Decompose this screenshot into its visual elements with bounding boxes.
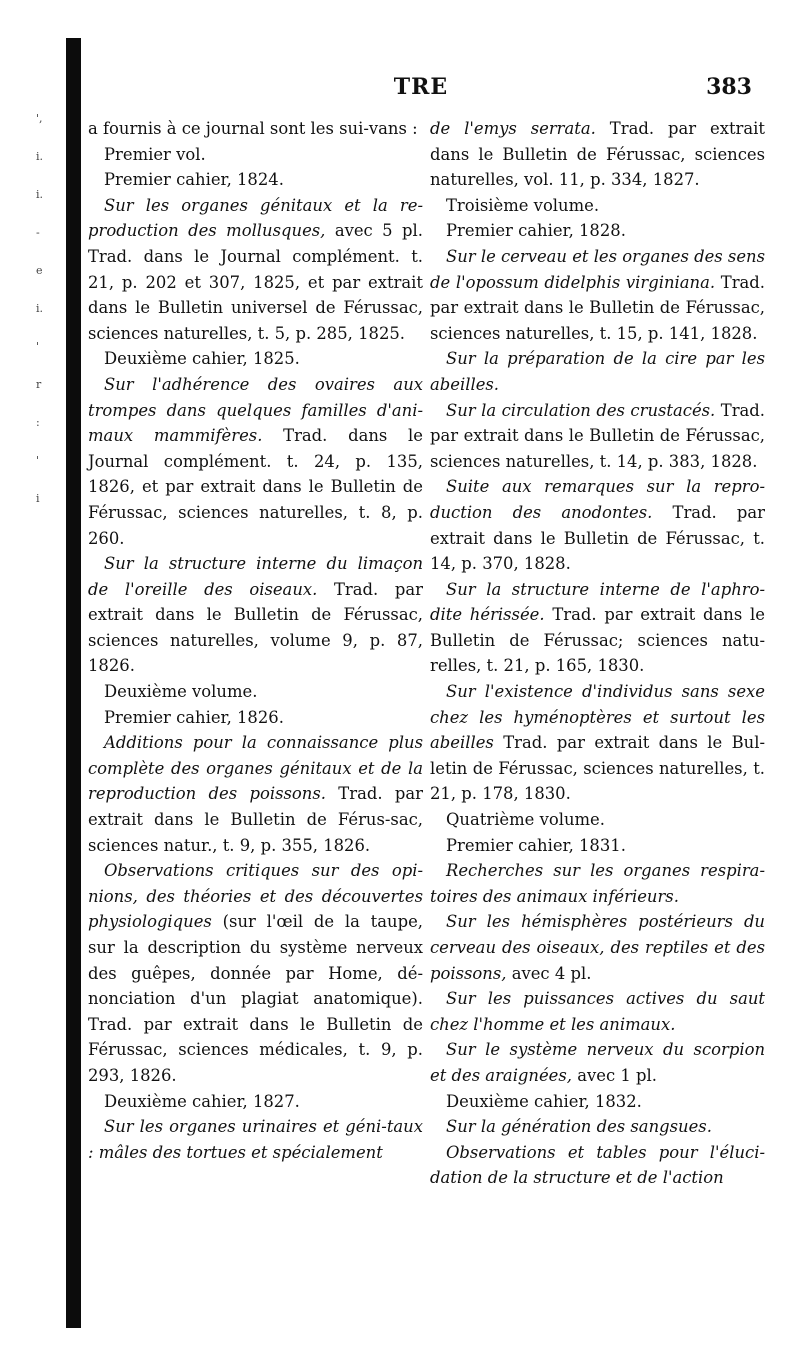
entry-title: Observations critiques sur des opi-nions, des théories et des découvertes physiologiques [88,861,423,932]
section-heading: Deuxième cahier, 1832. [446,1091,642,1111]
entry-details: Trad. par extrait dans le Bulletin de Férussac, sciences naturelles, t. 14, p. 383, 1828. [430,400,766,471]
margin-bleed [0,100,48,520]
margin-mark: : [36,416,40,429]
entry-title: Sur le cerveau et les organes des sens de l'opossum didelphis virginiana. [430,246,765,292]
entry-title: Sur les puissances actives du saut chez l'homme et les animaux. [430,989,765,1034]
bibliography-entry [88,551,423,679]
bibliography-entry [430,679,765,807]
section-heading: Premier vol. [104,144,206,164]
entry-title: Sur le système nerveux du scorpion et des araignées, [430,1040,765,1085]
bibliography-entry [430,909,765,986]
running-head: TRE [393,74,449,100]
section-heading: Deuxième cahier, 1827. [104,1091,300,1111]
bibliography-entry [430,244,765,346]
entry-details: Trad. par extrait dans le Bulletin de Férussac, sciences naturelles, volume 9, p. 87, 1826. [88,579,423,676]
section-heading: Deuxième volume. [104,682,258,702]
right-column [430,116,765,1191]
bibliography-entry [88,730,423,858]
entry-title: Sur l'existence d'individus sans sexe chez les hyménoptères et surtout les abeilles [430,682,765,753]
margin-mark: ' [36,454,40,467]
section-heading: Premier cahier, 1826. [104,707,284,727]
entry-details: (sur l'œil de la taupe, sur la description du système nerveux des guêpes, donnée par Home, dé-nonciation d'un plagiat anatomique). Trad. par extrait dans le Bulletin de Férussac, sciences médicales, t. 9, p. 293, 1826. [88,912,423,1085]
page-number: 383 [706,74,752,100]
entry-title: Observations et tables pour l'éluci-dation de la structure et de l'action [430,1142,765,1188]
entry-details: Trad. par extrait dans le Bulletin de Férus-sac, sciences natur., t. 9, p. 355, 1826. [88,784,423,855]
bibliography-entry [430,398,765,475]
bibliography-entry [88,372,423,551]
entry-details: Trad. par extrait dans le Bul-letin de Férussac, sciences naturelles, t. 21, p. 178, 1830. [430,733,765,804]
entry-details: Trad. dans le Journal complément. t. 24, p. 135, 1826, et par extrait dans le Bulletin de Férussac, sciences naturelles, t. 8, p. 260. [88,426,423,548]
entry-title: Sur l'adhérence des ovaires aux trompes dans quelques familles d'ani-maux mammifères. [88,374,423,446]
bibliography-entry [430,1037,765,1088]
bibliography-entry [430,577,765,679]
entry-title: Sur la structure interne de l'aphro-dite hérissée. [430,579,765,625]
entry-title: Recherches sur les organes respira-toires des animaux inférieurs. [430,861,765,906]
margin-mark: i. [36,150,44,163]
section-heading: Premier cahier, 1824. [104,170,284,190]
entry-title: Additions pour la connaissance plus complète des organes génitaux et de la reproduction des poissons. [88,733,423,804]
entry-title: Sur la structure interne du limaçon de l'oreille des oiseaux. [88,554,423,599]
bibliography-entry [88,193,423,347]
left-column [88,116,423,1165]
bibliography-entry [430,116,765,193]
margin-mark: i. [36,188,44,201]
bibliography-entry [88,858,423,1088]
entry-details: avec 1 pl. [572,1065,657,1085]
bibliography-entry [88,1114,423,1165]
section-heading: Deuxième cahier, 1825. [104,349,300,369]
section-heading: Troisième volume. [446,195,600,215]
book-spine-shadow [66,38,81,1328]
entry-details: Trad. par extrait dans le Bulletin de Férussac, t. 14, p. 370, 1828. [430,502,766,574]
margin-mark: r [36,378,42,391]
continued-text: a fournis à ce journal sont les sui-vans : [88,119,418,138]
margin-mark: ', [36,112,43,125]
margin-mark: - [36,226,40,239]
bibliography-entry [430,346,765,397]
bibliography-entry [430,858,765,909]
entry-title: Sur les organes génitaux et la re-production des mollusques, [88,195,423,241]
entry-title: Sur la génération des sangsues. [446,1117,712,1137]
bibliography-entry [430,986,765,1037]
entry-title: Sur les organes urinaires et géni-taux : mâles des tortues et spécialement [88,1117,423,1162]
entry-title: Sur les hémisphères postérieurs du cerveau des oiseaux, des reptiles et des poissons, [430,912,765,983]
entry-details: avec 4 pl. [506,963,592,983]
page-header [90,74,752,106]
entry-details: avec 5 pl. Trad. dans le Journal complément. t. 21, p. 202 et 307, 1825, et par extrait dans le Bulletin universel de Férussac, sciences naturelles, t. 5, p. 285, 1825. [88,221,423,343]
entry-details: Trad. par extrait dans le Bulletin de Férussac, sciences naturelles, t. 15, p. 141, 1828. [430,272,766,343]
section-heading: Premier cahier, 1828. [446,221,626,241]
entry-title: de l'emys serrata. [430,119,596,138]
entry-details: Trad. par extrait dans le Bulletin de Férussac; sciences natu-relles, t. 21, p. 165, 1830. [430,605,765,676]
entry-title: Sur la circulation des crustacés. [446,400,716,420]
entry-title: Suite aux remarques sur la repro-duction des anodontes. [430,477,765,522]
margin-mark: e [36,264,43,277]
bibliography-entry [430,1140,765,1191]
bibliography-entry [430,1114,765,1140]
bibliography-entry [430,474,765,576]
margin-mark: i [36,492,40,505]
entry-title: Sur la préparation de la cire par les abeilles. [430,349,765,394]
margin-mark: i. [36,302,44,315]
section-heading: Premier cahier, 1831. [446,835,626,855]
section-heading: Quatrième volume. [446,810,605,830]
entry-details: Trad. par extrait dans le Bulletin de Férussac, sciences naturelles, vol. 11, p. 334, 1827. [430,119,765,190]
margin-mark: ' [36,340,40,353]
